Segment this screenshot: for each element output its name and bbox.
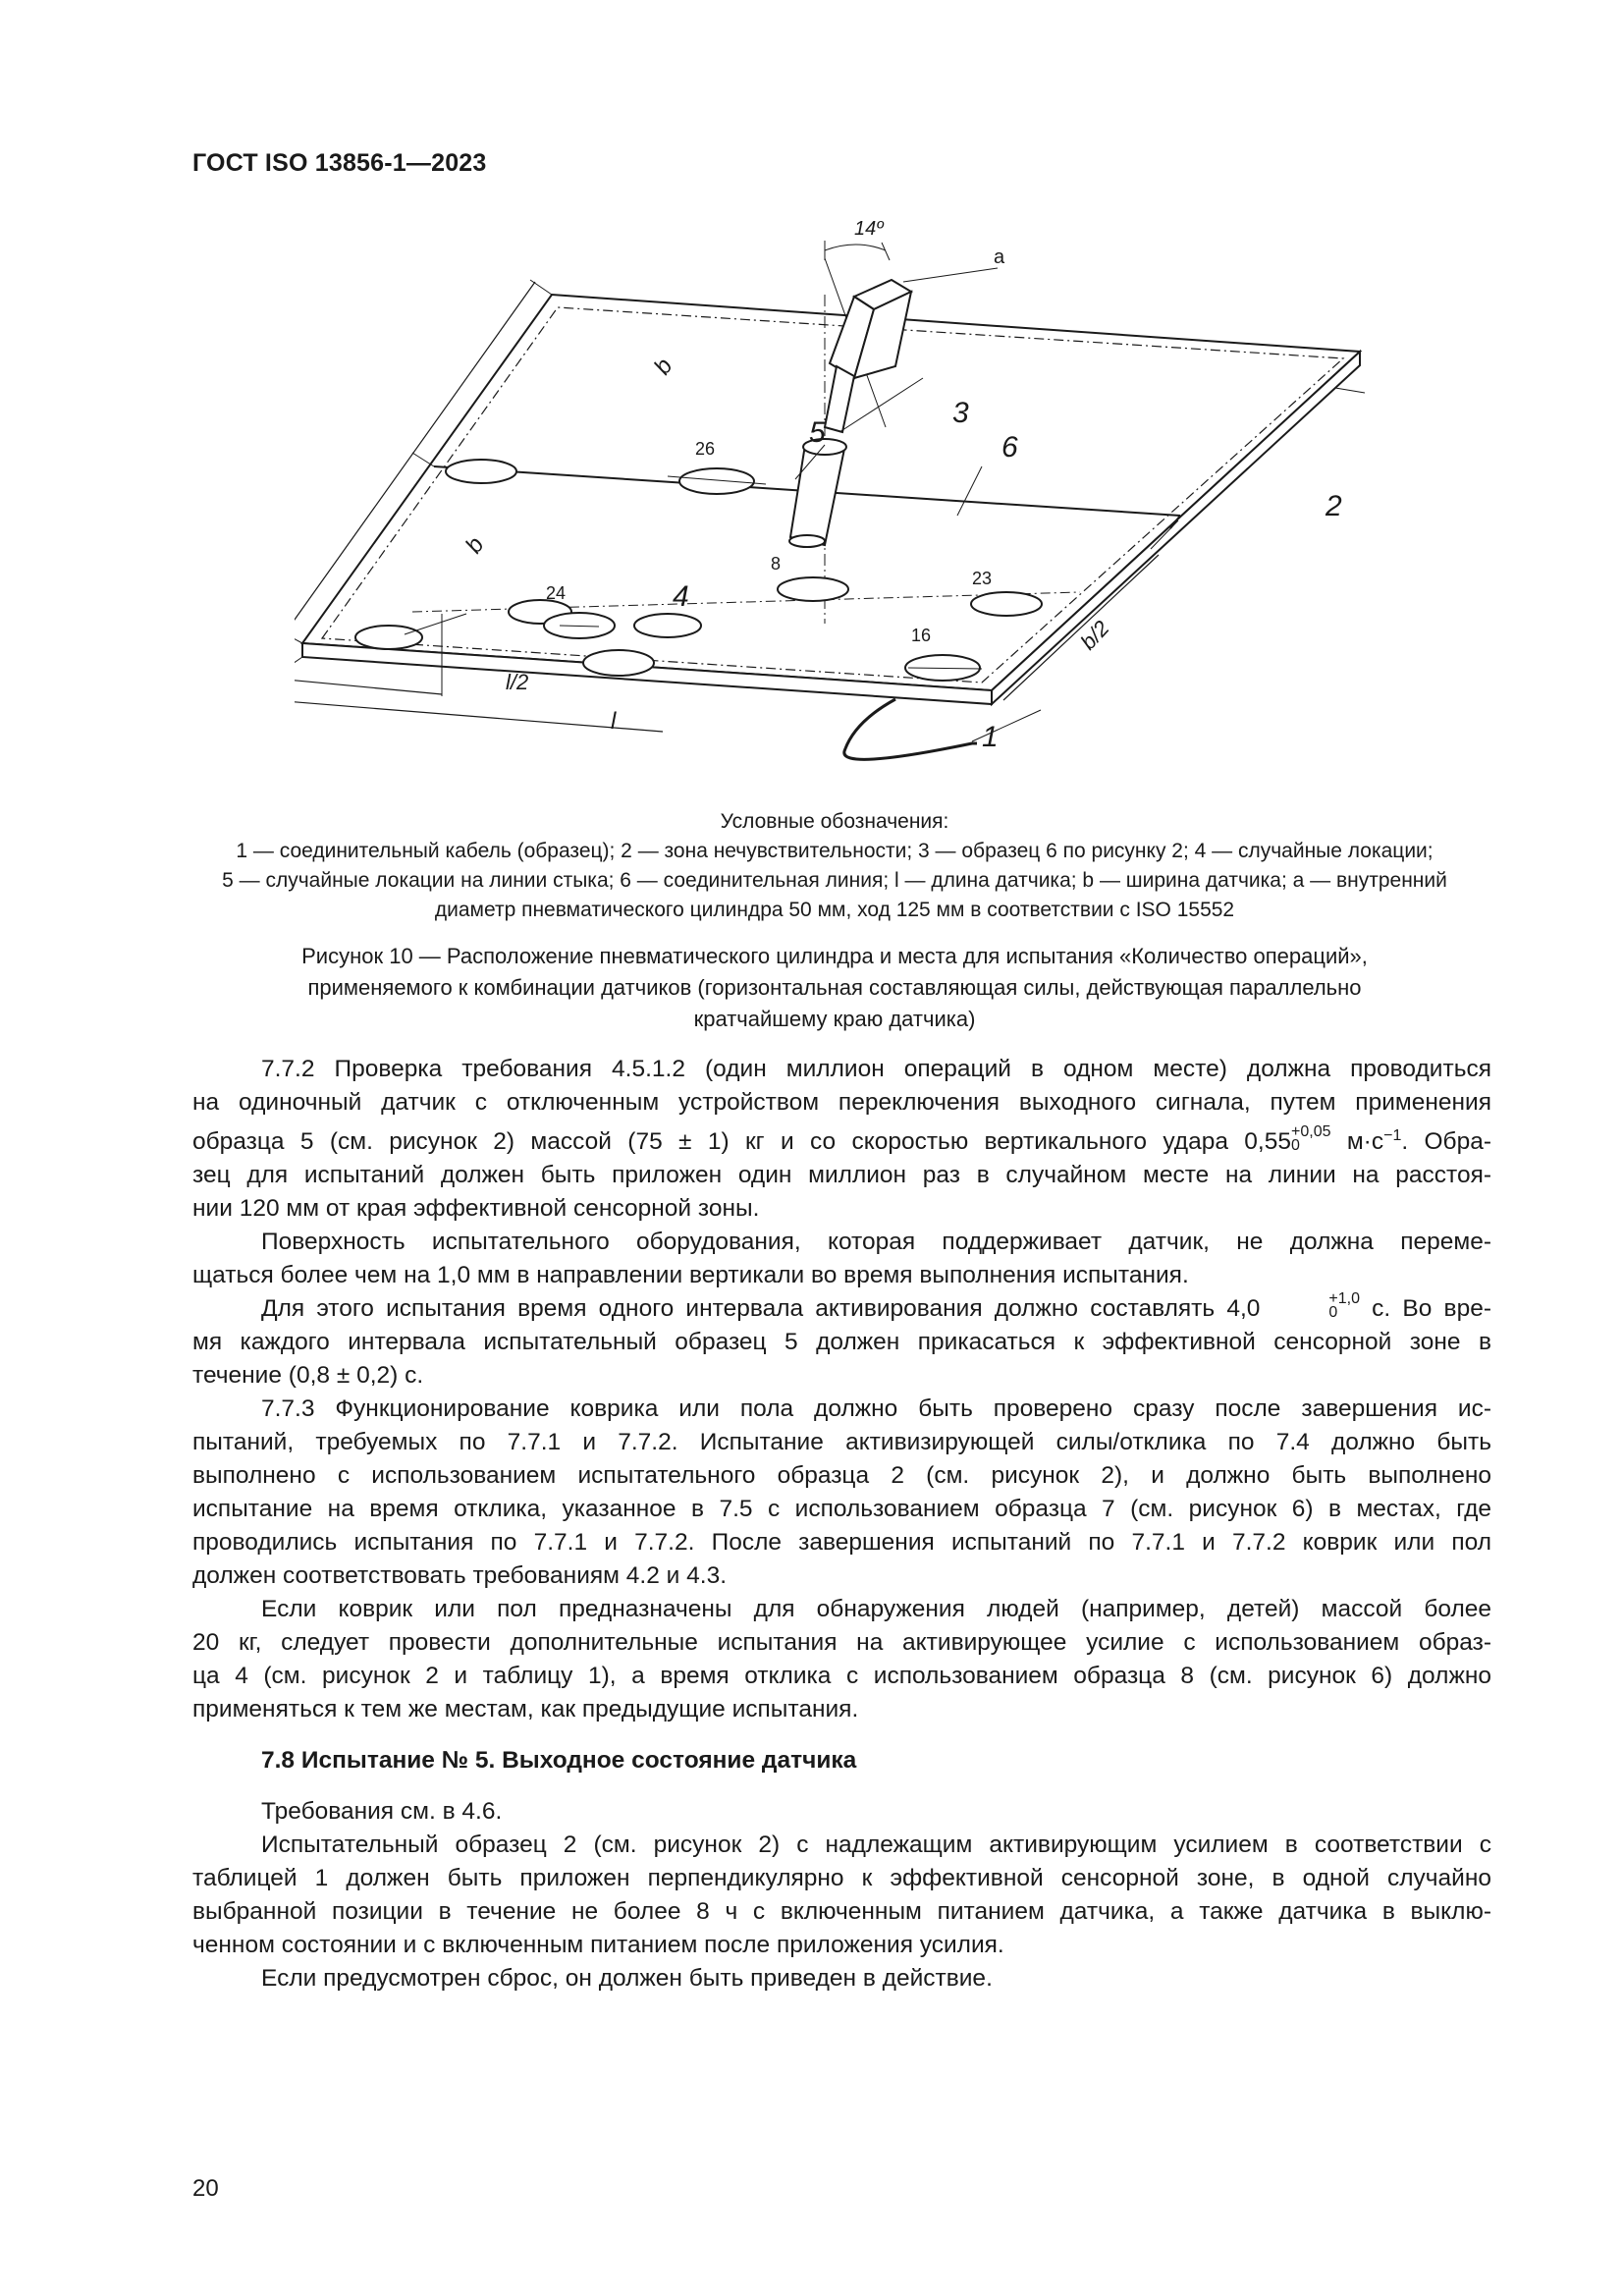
legend-line-3: диаметр пневматического цилиндра 50 мм, ход 125 мм в соответствии с ISO 15552 <box>434 899 1235 921</box>
location-26 <box>446 460 516 483</box>
legend-title: Условные обозначения: <box>720 810 949 833</box>
point-16: 16 <box>911 626 932 645</box>
location-23 <box>634 614 701 637</box>
point-24: 24 <box>546 583 567 603</box>
legend-line-1: 1 — соединительный кабель (образец); 2 — зона нечувствительности; 3 — образец 6 по рисунку 2; 4 — случайные локации; <box>236 840 1434 862</box>
paragraph-interval: Для этого испытания время одного интервала активирования должно составлять 4,0 +1,0 0 с. Во вре- мя каждого интервала испытательный образец 5 должен прикасаться к эффективной сенсорной зоне в течение (0,8 ± 0,2) с. <box>192 1289 1491 1390</box>
legend-line-2: 5 — случайные локации на линии стыка; 6 — соединительная линия; l — длина датчика; b — ширина датчика; а — внутренний <box>222 869 1447 892</box>
point-26: 26 <box>695 439 716 459</box>
figure-caption <box>187 941 1483 1035</box>
paragraph-7-7-3: 7.7.3 Функционирование коврика или пола должно быть проверено сразу после завершения ис- пытаний, требуемых по 7.7.1 и 7.7.2. Испытание активизирующей силы/отклика по 7.4 должно быть выполнено с использованием испытательного образца 2 (см. рисунок 2), и должно быть выполнено испытание на время отклика, указанное в 7.5 с использованием образца 7 (см. рисунок 6) в местах, где проводились испытания по 7.7.1 и 7.7.2. После завершения испытаний по 7.7.1 и 7.7.2 коврик или пол должен соответствовать требованиям 4.2 и 4.3. <box>192 1395 1491 1590</box>
caption-line-3: кратчайшему краю датчика) <box>693 1007 976 1031</box>
page-number: 20 <box>192 2175 219 2202</box>
label-2: 2 <box>1325 490 1342 522</box>
paragraph-test-piece-2: Испытательный образец 2 (см. рисунок 2) с надлежащим активирующим усилием в соответствии с таблицей 1 должен быть приложен перпендикулярно к эффективной сенсорной зоне, в одной случайно выбранной позиции в течение не более 8 ч с включенным питанием датчика, а также датчика в выклю- ченном состоянии и с включенным питанием после приложения усилия. <box>192 1831 1491 1959</box>
label-1: 1 <box>982 721 999 753</box>
point-23: 23 <box>972 569 993 588</box>
location-16 <box>583 650 654 676</box>
tolerance-0-55: +0,05 0 <box>1291 1122 1331 1154</box>
caption-line-2: применяемого к комбинации датчиков (горизонтальная составляющая силы, действующая параллельно <box>307 975 1362 1000</box>
paragraph-requirements: Требования см. в 4.6. <box>261 1798 503 1826</box>
document-header: ГОСТ ISO 13856-1—2023 <box>192 149 487 177</box>
figure-10-diagram <box>295 221 1394 791</box>
label-6: 6 <box>1001 431 1018 464</box>
dim-b-half: b/2 <box>1075 615 1114 655</box>
angle-label: 14º <box>854 221 884 240</box>
label-4: 4 <box>673 580 689 613</box>
dim-b-upper: b <box>648 354 678 380</box>
paragraph-reset: Если предусмотрен сброс, он должен быть приведен в действие. <box>261 1965 993 1993</box>
label-a: а <box>994 246 1005 268</box>
paragraph-surface: Поверхность испытательного оборудования, которая поддерживает датчик, не должна переме- щаться более чем на 1,0 мм в направлении вертикали во время выполнения испытания. <box>192 1229 1491 1289</box>
paragraph-people: Если коврик или пол предназначены для обнаружения людей (например, детей) массой более 20 кг, следует провести дополнительные испытания на активирующее усилие с использованием образ- ца 4 (см. рисунок 2 и таблицу 1), а время отклика с использованием образца 8 (см. рисунок 6) должно применяться к тем же местам, как предыдущие испытания. <box>192 1596 1491 1723</box>
tolerance-4-0: +1,0 0 <box>1328 1289 1360 1321</box>
label-5: 5 <box>809 416 826 449</box>
caption-line-1: Рисунок 10 — Расположение пневматического цилиндра и места для испытания «Количество операций», <box>301 944 1368 968</box>
cable <box>844 699 977 759</box>
location-24 <box>355 626 422 649</box>
figure-legend <box>187 807 1483 925</box>
dim-l: l <box>611 708 617 735</box>
label-3: 3 <box>952 397 969 429</box>
paragraph-7-7-2: 7.7.2 Проверка требования 4.5.1.2 (один миллион операций в одном месте) должна проводиться на одиночный датчик с отключенным устройством переключения выходного сигнала, путем применения образца 5 (см. рисунок 2) массой (75 ± 1) кг и со скоростью вертикального удара 0,55 +0,05 0 $м\cdot с^{-1}$. Обра- зец для испытаний должен быть приложен один миллион раз в случайном месте на линии на расстоя- нии 120 мм от края эффективной сенсорной зоны. <box>192 1056 1491 1223</box>
point-8: 8 <box>771 554 782 574</box>
sensor-test-diagram <box>295 221 1394 791</box>
body-text <box>192 1053 1491 1995</box>
dim-b-lower: b <box>460 532 490 559</box>
dim-l-half: l/2 <box>506 670 529 694</box>
section-heading-7-8: 7.8 Испытание № 5. Выходное состояние датчика <box>261 1747 857 1775</box>
